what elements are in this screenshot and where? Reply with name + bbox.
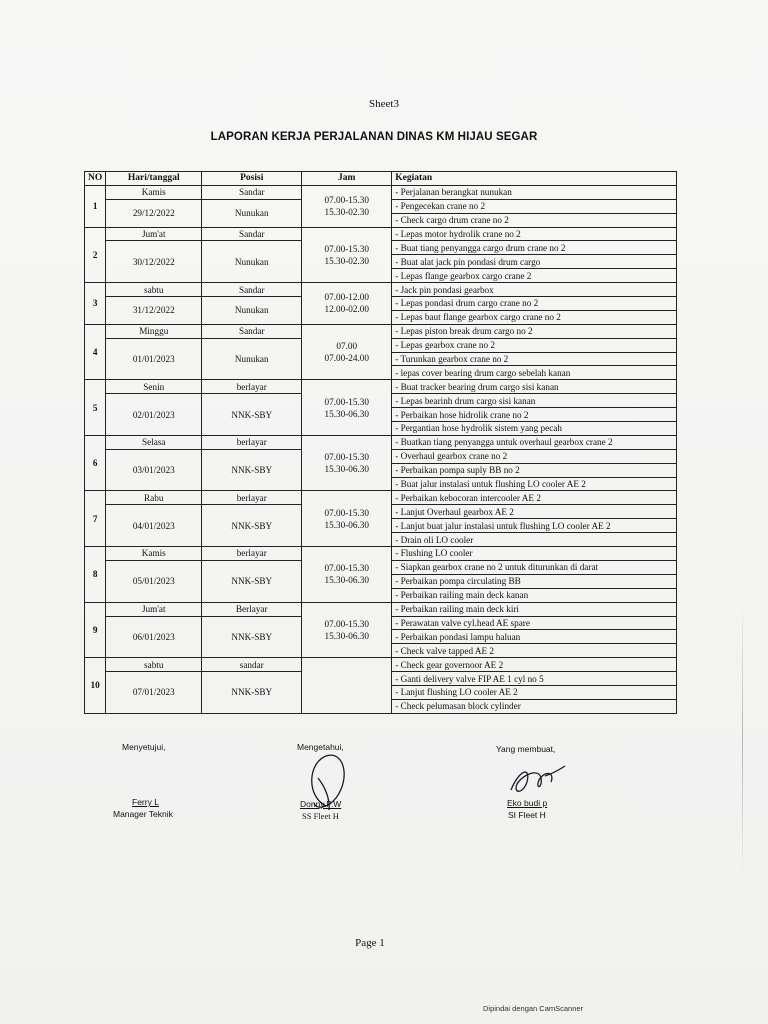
activity-cell: - Lepas gearbox crane no 2 — [392, 338, 677, 352]
table-row — [85, 380, 677, 394]
row-number: 3 — [85, 283, 106, 325]
scanner-watermark: Dipindai dengan CamScanner — [483, 1004, 584, 1013]
time-cell — [302, 658, 392, 714]
page-number: Page 1 — [355, 937, 385, 949]
time-range-2: 15.30-06.30 — [324, 630, 369, 641]
row-number: 5 — [85, 380, 106, 436]
activity-cell: - Perbaikan pompa circulating BB — [392, 574, 677, 588]
header-position: Posisi — [202, 172, 302, 186]
position-status-cell: Sandar — [202, 227, 302, 241]
table-header-row — [85, 172, 677, 186]
time-cell — [302, 491, 392, 547]
activity-cell: - Lepas flange gearbox cargo crane 2 — [392, 269, 677, 283]
activity-cell: - Drain oli LO cooler — [392, 533, 677, 547]
time-range-2: 12.00-02.00 — [324, 304, 369, 315]
time-cell — [302, 602, 392, 658]
position-place-cell: NNK-SBY — [202, 560, 302, 602]
activity-cell: - Lanjut Overhaul gearbox AE 2 — [392, 505, 677, 519]
date-cell: 06/01/2023 — [106, 616, 202, 658]
position-status-cell: Sandar — [202, 324, 302, 338]
document-title: LAPORAN KERJA PERJALANAN DINAS KM HIJAU SEGAR — [210, 131, 538, 143]
position-place-cell: Nunukan — [202, 199, 302, 227]
time-range-2: 07.00-24.00 — [324, 353, 369, 364]
activity-cell: - Check valve tapped AE 2 — [392, 644, 677, 658]
signature-title-approver: Manager Teknik — [113, 809, 173, 819]
row-number: 2 — [85, 227, 106, 283]
position-status-cell: berlayar — [202, 435, 302, 449]
activity-cell: - Perbaikan pompa suply BB no 2 — [392, 463, 677, 477]
time-cell — [302, 227, 392, 283]
signature-title-maker: SI Fleet H — [508, 810, 546, 820]
day-cell: Kamis — [106, 547, 202, 561]
row-number: 6 — [85, 435, 106, 491]
date-cell: 02/01/2023 — [106, 394, 202, 436]
time-range-2: 15.30-06.30 — [324, 464, 369, 475]
time-cell — [302, 380, 392, 436]
position-status-cell: berlayar — [202, 380, 302, 394]
position-status-cell: Sandar — [202, 283, 302, 297]
day-cell: Minggu — [106, 324, 202, 338]
work-report-table — [84, 171, 677, 714]
table-row — [85, 185, 677, 199]
activity-cell: - Overhaul gearbox crane no 2 — [392, 449, 677, 463]
activity-cell: - Turunkan gearbox crane no 2 — [392, 352, 677, 366]
time-range-2: 15.30-06.30 — [324, 575, 369, 586]
position-place-cell: NNK-SBY — [202, 449, 302, 491]
time-range-1: 07.00-15.30 — [324, 507, 369, 518]
date-cell: 03/01/2023 — [106, 449, 202, 491]
time-range-2: 15.30-02.30 — [324, 207, 369, 218]
activity-cell: - Lepas pondasi drum cargo crane no 2 — [392, 297, 677, 311]
table-row — [85, 491, 677, 505]
activity-cell: - Buat jalur instalasi untuk flushing LO cooler AE 2 — [392, 477, 677, 491]
time-range-1: 07.00-15.30 — [324, 243, 369, 254]
activity-cell: - Lanjut flushing LO cooler AE 2 — [392, 685, 677, 699]
time-cell — [302, 283, 392, 325]
header-no: NO — [85, 172, 106, 186]
activity-cell: - Buatkan tiang penyangga untuk overhaul gearbox crane 2 — [392, 435, 677, 449]
date-cell: 01/01/2023 — [106, 338, 202, 380]
activity-cell: - Pengecekan crane no 2 — [392, 199, 677, 213]
time-range-1: 07.00-15.30 — [324, 563, 369, 574]
position-status-cell: Berlayar — [202, 602, 302, 616]
time-range-1: 07.00-12.00 — [324, 292, 369, 303]
activity-cell: - Buat tiang penyangga cargo drum crane no 2 — [392, 241, 677, 255]
activity-cell: - Buat alat jack pin pondasi drum cargo — [392, 255, 677, 269]
day-cell: Senin — [106, 380, 202, 394]
signature-name-acknowledger: Donny.P.W — [300, 799, 342, 809]
signature-name-approver: Ferry L — [132, 797, 159, 807]
time-range-1: 07.00-15.30 — [324, 618, 369, 629]
signature-role-approve: Menyetujui, — [122, 742, 166, 752]
table-row — [85, 283, 677, 297]
time-range-1: 07.00 — [336, 341, 358, 352]
position-place-cell: Nunukan — [202, 241, 302, 283]
activity-cell: - Perbaikan railing main deck kanan — [392, 588, 677, 602]
activity-cell: - Lepas piston break drum cargo no 2 — [392, 324, 677, 338]
time-cell — [302, 547, 392, 603]
activity-cell: - Siapkan gearbox crane no 2 untuk diturunkan di darat — [392, 560, 677, 574]
day-cell: Kamis — [106, 185, 202, 199]
day-cell: sabtu — [106, 283, 202, 297]
activity-cell: - Perbaikan pondasi lampu haluan — [392, 630, 677, 644]
day-cell: Selasa — [106, 435, 202, 449]
table-row — [85, 435, 677, 449]
date-cell: 07/01/2023 — [106, 672, 202, 714]
activity-cell: - Perbaikan railing main deck kiri — [392, 602, 677, 616]
time-range-1: 07.00-15.30 — [324, 452, 369, 463]
position-status-cell: sandar — [202, 658, 302, 672]
header-time: Jam — [302, 172, 392, 186]
activity-cell: - lepas cover bearing drum cargo sebelah kanan — [392, 366, 677, 380]
row-number: 7 — [85, 491, 106, 547]
activity-cell: - Lepas baut flange gearbox cargo crane no 2 — [392, 310, 677, 324]
time-range-2: 15.30-02.30 — [324, 255, 369, 266]
activity-cell: - Check gear governoor AE 2 — [392, 658, 677, 672]
row-number: 10 — [85, 658, 106, 714]
activity-cell: - Lepas bearinh drum cargo sisi kanan — [392, 394, 677, 408]
handwritten-signature-right — [505, 760, 569, 802]
activity-cell: - Perbaikan kebocoran intercooler AE 2 — [392, 491, 677, 505]
activity-cell: - Lepas motor hydrolik crane no 2 — [392, 227, 677, 241]
activity-cell: - Perawatan valve cyl.head AE spare — [392, 616, 677, 630]
activity-cell: - Perbaikan hose hidrolik crane no 2 — [392, 408, 677, 422]
day-cell: Rabu — [106, 491, 202, 505]
date-cell: 04/01/2023 — [106, 505, 202, 547]
activity-cell: - Buat tracker bearing drum cargo sisi kanan — [392, 380, 677, 394]
row-number: 9 — [85, 602, 106, 658]
table-row — [85, 227, 677, 241]
table-body — [85, 185, 677, 713]
activity-cell: - Jack pin pondasi gearbox — [392, 283, 677, 297]
time-range-1: 07.00-15.30 — [324, 396, 369, 407]
position-status-cell: Sandar — [202, 185, 302, 199]
activity-cell: - Pergantian hose hydrolik sistem yang pecah — [392, 422, 677, 436]
time-range-2: 15.30-06.30 — [324, 519, 369, 530]
position-place-cell: NNK-SBY — [202, 394, 302, 436]
time-range-1: 07.00-15.30 — [324, 195, 369, 206]
date-cell: 31/12/2022 — [106, 297, 202, 325]
activity-cell: - Check pelumasan block cylinder — [392, 699, 677, 713]
signature-title-acknowledger: SS Fleet H — [302, 811, 339, 821]
time-cell — [302, 435, 392, 491]
position-status-cell: berlayar — [202, 491, 302, 505]
time-range-2: 15.30-06.30 — [324, 408, 369, 419]
signature-role-maker: Yang membuat, — [496, 744, 556, 754]
date-cell: 29/12/2022 — [106, 199, 202, 227]
position-place-cell: NNK-SBY — [202, 505, 302, 547]
activity-cell: - Perjalanan berangkat nunukan — [392, 185, 677, 199]
table-row — [85, 602, 677, 616]
header-day-date: Hari/tanggal — [106, 172, 202, 186]
position-place-cell: Nunukan — [202, 338, 302, 380]
position-place-cell: Nunukan — [202, 297, 302, 325]
activity-cell: - Check cargo drum crane no 2 — [392, 213, 677, 227]
table-row — [85, 324, 677, 338]
signature-role-acknowledge: Mengetahui, — [297, 742, 344, 752]
signature-name-maker: Eko budi p — [507, 798, 548, 808]
activity-cell: - Ganti delivery valve FIP AE 1 cyl no 5 — [392, 672, 677, 686]
table-row — [85, 658, 677, 672]
position-place-cell: NNK-SBY — [202, 672, 302, 714]
date-cell: 30/12/2022 — [106, 241, 202, 283]
scan-edge-shadow — [742, 600, 743, 880]
table-row — [85, 547, 677, 561]
activity-cell: - Flushing LO cooler — [392, 547, 677, 561]
sheet-label: Sheet3 — [369, 98, 399, 110]
position-status-cell: berlayar — [202, 547, 302, 561]
day-cell: sabtu — [106, 658, 202, 672]
time-cell — [302, 185, 392, 227]
date-cell: 05/01/2023 — [106, 560, 202, 602]
day-cell: Jum'at — [106, 602, 202, 616]
header-activity: Kegiatan — [392, 172, 677, 186]
row-number: 4 — [85, 324, 106, 380]
time-cell — [302, 324, 392, 380]
position-place-cell: NNK-SBY — [202, 616, 302, 658]
day-cell: Jum'at — [106, 227, 202, 241]
activity-cell: - Lanjut buat jalur instalasi untuk flushing LO cooler AE 2 — [392, 519, 677, 533]
row-number: 8 — [85, 547, 106, 603]
row-number: 1 — [85, 185, 106, 227]
